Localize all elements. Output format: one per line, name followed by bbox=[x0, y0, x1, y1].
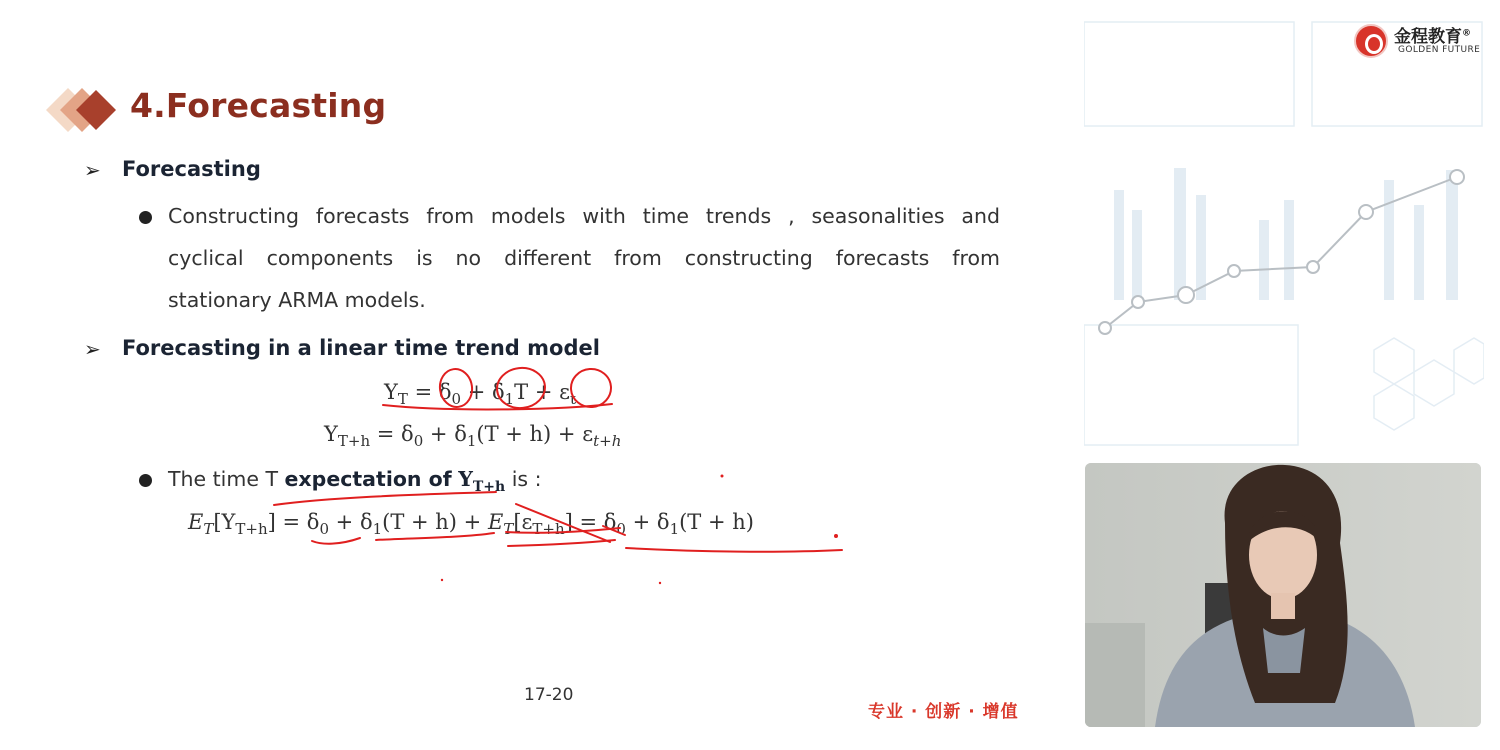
arrow-bullet-icon: ➢ bbox=[84, 158, 101, 182]
background-infographic bbox=[1084, 20, 1484, 450]
body-text-line-3: stationary ARMA models. bbox=[168, 288, 426, 312]
section-heading-forecasting: Forecasting bbox=[122, 157, 261, 181]
slogan: 专业 · 创新 · 增值 bbox=[868, 702, 1019, 722]
equation-expectation: $E_T[Y_{T+h}] = \delta_0 + \delta_1(T + h) + E_T[\varepsilon_{T+h}] = \delta_0 + \delta_1(T + h)$ bbox=[188, 510, 754, 539]
logo-icon bbox=[1354, 24, 1388, 58]
expectation-variable: $Y_{T+h}$ bbox=[458, 467, 506, 496]
diamond-stack-icon bbox=[44, 86, 122, 134]
presenter-webcam bbox=[1085, 463, 1481, 727]
logo-registered-mark: ® bbox=[1462, 28, 1471, 39]
expectation-prefix: The time T bbox=[168, 467, 278, 491]
expectation-bold: expectation of bbox=[284, 467, 452, 491]
arrow-bullet-icon: ➢ bbox=[84, 337, 101, 361]
section-heading-linear-trend: Forecasting in a linear time trend model bbox=[122, 336, 600, 360]
page-number: 17-20 bbox=[524, 685, 574, 705]
expectation-sentence bbox=[168, 467, 542, 495]
dot-bullet-icon bbox=[139, 474, 152, 487]
body-text-line-2: cyclical components is no different from constructing forecasts from bbox=[168, 246, 1000, 270]
logo-name-en: GOLDEN FUTURE bbox=[1398, 45, 1481, 55]
expectation-suffix: is : bbox=[511, 467, 542, 491]
body-text-line-1: Constructing forecasts from models with time trends , seasonalities and bbox=[168, 204, 1000, 228]
equation-forecast: $Y_{T+h} = \delta_0 + \delta_1(T + h) + \varepsilon_{t+h}$ bbox=[324, 422, 622, 451]
presenter-video bbox=[1085, 463, 1481, 727]
logo-name-cn: 金程教育 bbox=[1394, 27, 1462, 47]
equation-model: $Y_T = \delta_0 + \delta_1T + \varepsilon_t$ bbox=[384, 380, 577, 409]
dot-bullet-icon bbox=[139, 211, 152, 224]
logo bbox=[1354, 22, 1490, 62]
slide-title: 4.Forecasting bbox=[130, 86, 387, 125]
